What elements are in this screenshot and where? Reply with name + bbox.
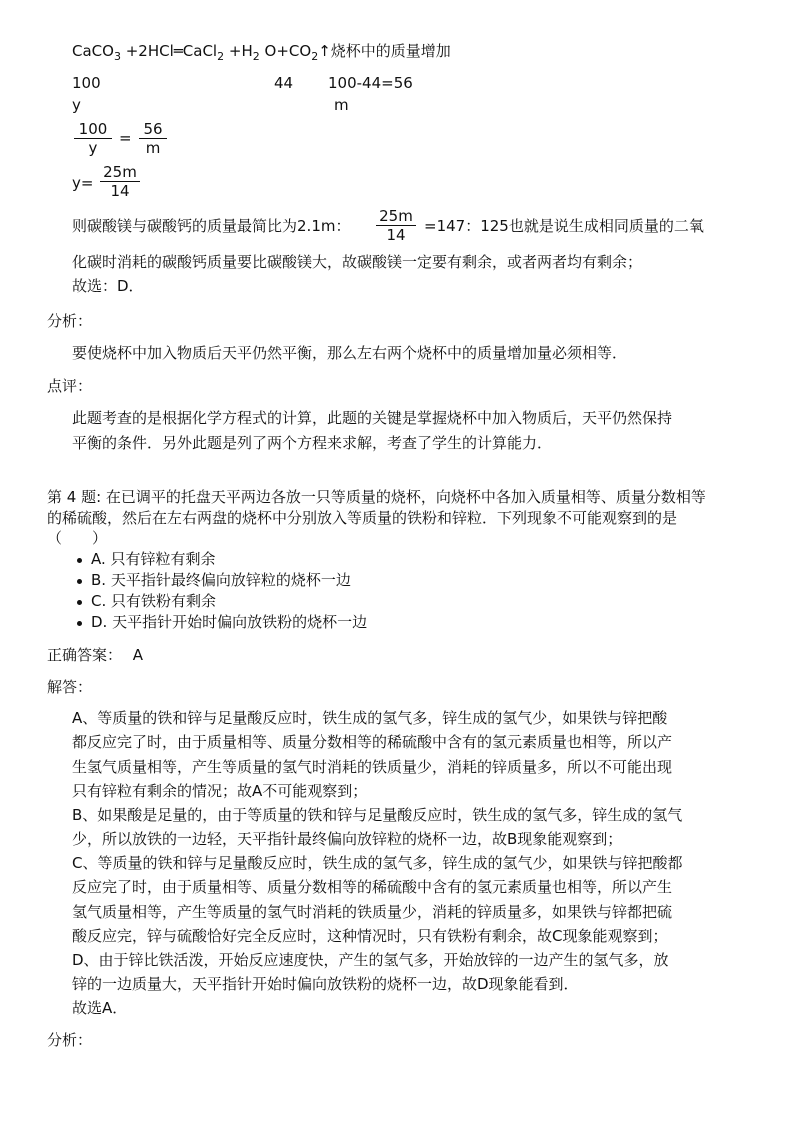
solution-line: 生氢气质量相等，产生等质量的氢气时消耗的铁质量少，消耗的锌质量多，所以不可能出现 — [72, 758, 673, 776]
eq-value-44: 44 — [274, 74, 294, 92]
eq-hcl: +2HCl═CaCl — [125, 42, 218, 60]
question-4-line-1: 第 4 题: 在已调平的托盘天平两边各放一只等质量的烧杯，向烧杯中各加入质量相等、质量分数相等 — [47, 488, 706, 506]
eq-sub-2a: 2 — [217, 50, 225, 63]
bullet-icon — [77, 621, 82, 626]
fraction-denominator: m — [145, 139, 161, 157]
comment-label: 点评： — [47, 377, 93, 395]
answer-label: 正确答案： — [47, 646, 123, 664]
solution-label: 解答： — [47, 678, 93, 696]
eq-var-y: y — [72, 96, 81, 114]
ratio-text-pre: 则碳酸镁与碳酸钙的质量最简比为2.1m： — [72, 217, 351, 235]
analysis-label-q4: 分析： — [47, 1031, 93, 1049]
solution-line: 故选A． — [72, 999, 128, 1017]
chemical-equation — [72, 42, 451, 63]
option-b: B. 天平指针最终偏向放锌粒的烧杯一边 — [91, 571, 351, 589]
answer-row — [47, 648, 143, 663]
fraction-25m-over-14 — [100, 163, 140, 200]
question-4-line-3: （ ） — [47, 529, 108, 547]
fraction-denominator: y — [88, 139, 98, 157]
solution-line: 酸反应完，锌与硫酸恰好完全反应时，这种情况时，只有铁粉有剩余，故C现象能观察到； — [72, 927, 668, 945]
choose-d: 故选：D． — [72, 277, 144, 295]
option-c: C. 只有铁粉有剩余 — [91, 592, 217, 610]
fraction-denominator: 14 — [386, 226, 406, 244]
eq-co: O+CO — [264, 42, 312, 60]
solution-line: 都反应完了时，由于质量相等、质量分数相等的稀硫酸中含有的氢元素质量也相等，所以产 — [72, 733, 673, 751]
bullet-icon — [77, 600, 82, 605]
solution-line: C、等质量的铁和锌与足量酸反应时，铁生成的氢气多，锌生成的氢气少，如果铁与锌把酸都 — [72, 854, 683, 872]
comment-line-2: 平衡的条件．另外此题是列了两个方程来求解，考查了学生的计算能力． — [72, 434, 553, 452]
analysis-label: 分析： — [47, 312, 93, 330]
eq-caco: CaCO — [72, 42, 114, 60]
solution-line: 反应完了时，由于质量相等、质量分数相等的稀硫酸中含有的氢元素质量也相等，所以产生 — [72, 878, 673, 896]
analysis-text: 要使烧杯中加入物质后天平仍然平衡，那么左右两个烧杯中的质量增加量必须相等． — [72, 344, 628, 362]
option-a: A. 只有锌粒有剩余 — [91, 550, 216, 568]
eq-sub-2b: 2 — [252, 50, 260, 63]
solution-line: 锌的一边质量大，天平指针开始时偏向放铁粉的烧杯一边，故D现象能看到． — [72, 975, 579, 993]
fraction-numerator: 100 — [78, 120, 108, 138]
fraction-56-over-m — [139, 120, 167, 157]
answer-value: A — [132, 646, 144, 664]
fraction-numerator: 25m — [103, 163, 137, 181]
solution-line: 只有锌粒有剩余的情况；故A不可能观察到； — [72, 782, 368, 800]
bullet-icon — [77, 579, 82, 584]
ratio-text-line2: 化碳时消耗的碳酸钙质量要比碳酸镁大，故碳酸镁一定要有剩余，或者两者均有剩余； — [72, 253, 643, 271]
eq-tail: ↑烧杯中的质量增加 — [318, 42, 451, 60]
ratio-text-post: =147：125也就是说生成相同质量的二氧 — [424, 217, 704, 235]
equals-sign: = — [119, 129, 132, 147]
eq-value-56: 100-44=56 — [328, 74, 413, 92]
eq-sub-3: 3 — [113, 50, 121, 63]
eq-h: +H — [228, 42, 253, 60]
comment-line-1: 此题考查的是根据化学方程式的计算，此题的关键是掌握烧杯中加入物质后，天平仍然保持 — [72, 409, 673, 427]
bullet-icon — [77, 558, 82, 563]
solution-line: D、由于锌比铁活泼，开始反应速度快，产生的氢气多，开始放锌的一边产生的氢气多，放 — [72, 951, 669, 969]
solution-line: B、如果酸是足量的，由于等质量的铁和锌与足量酸反应时，铁生成的氢气多，锌生成的氢气 — [72, 806, 683, 824]
fraction-denominator: 14 — [110, 182, 130, 200]
solution-line: 氢气质量相等，产生等质量的氢气时消耗的铁质量少，消耗的锌质量多，如果铁与锌都把硫 — [72, 903, 673, 921]
solution-line: 少，所以放铁的一边轻，天平指针最终偏向放锌粒的烧杯一边，故B现象能观察到； — [72, 830, 623, 848]
eq-value-100: 100 — [72, 74, 101, 92]
fraction-100-over-y — [74, 120, 112, 157]
option-d: D. 天平指针开始时偏向放铁粉的烧杯一边 — [91, 613, 368, 631]
fraction-ratio — [376, 207, 416, 244]
solution-line: A、等质量的铁和锌与足量酸反应时，铁生成的氢气多，锌生成的氢气少，如果铁与锌把酸 — [72, 709, 668, 727]
fraction-numerator: 56 — [143, 120, 163, 138]
eq-sub-2c: 2 — [311, 50, 319, 63]
y-equals: y= — [72, 174, 94, 192]
question-4-line-2: 的稀硫酸，然后在左右两盘的烧杯中分别放入等质量的铁粉和锌粒．下列现象不可能观察到的是 — [47, 509, 678, 527]
fraction-numerator: 25m — [379, 207, 413, 225]
eq-var-m: m — [334, 96, 349, 114]
